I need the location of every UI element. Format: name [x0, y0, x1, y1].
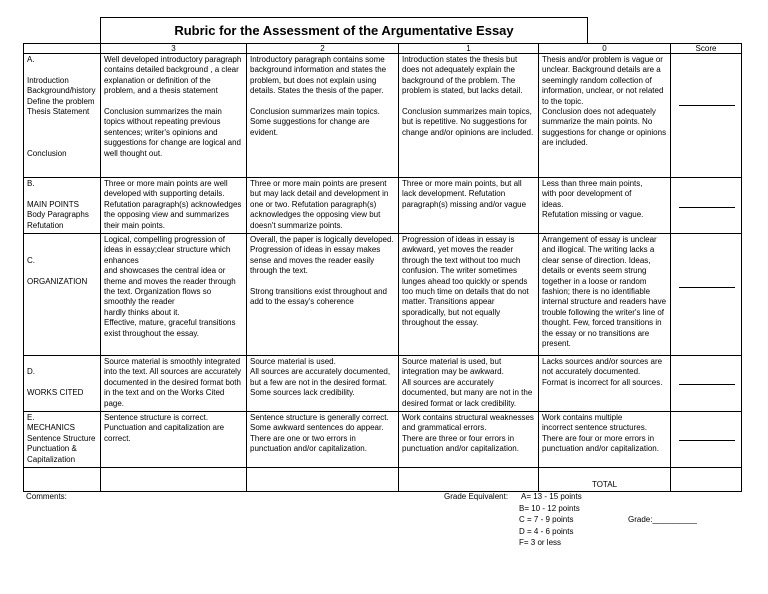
score-cell-mechanics[interactable]	[671, 412, 742, 468]
header-criteria	[24, 44, 101, 54]
criterion-works-cited: D. WORKS CITED	[24, 356, 101, 412]
row-total	[24, 468, 742, 492]
intro-level-3: Well developed introductory paragraph contains detailed background , a clear explanation or definition of the problem, and a thesis statement Conclusion summarizes the main topics without repeating previous sentences; writer's opinions and suggestions for change are logical and well thought out.	[101, 54, 247, 178]
score-blank	[679, 287, 735, 288]
header-score-2: 2	[247, 44, 399, 54]
score-cell-introduction[interactable]	[671, 54, 742, 178]
criterion-main-points: B. MAIN POINTS Body Paragraphs Refutation	[24, 178, 101, 234]
total-empty-cell	[24, 468, 101, 492]
intro-level-1: Introduction states the thesis but does not adequately explain the background of the problem. The problem is stated, but lacks detail. Conclusion summarizes main topics, but is repetitive. No suggestions for change and/or opinions are included.	[399, 54, 539, 178]
row-main-points	[24, 178, 742, 234]
header-score-0: 0	[539, 44, 671, 54]
total-label: TOTAL	[539, 468, 671, 492]
header-score-3: 3	[101, 44, 247, 54]
mechanics-level-2: Sentence structure is generally correct. Some awkward sentences do appear. There are one or two errors in punctuation and/or capitalization.	[247, 412, 399, 468]
grade-scale-a: A= 13 - 15 points	[521, 492, 582, 501]
criterion-mechanics: E. MECHANICS Sentence Structure Punctuation & Capitalization	[24, 412, 101, 468]
grade-field[interactable]: Grade:__________	[628, 515, 697, 524]
criterion-organization: C. ORGANIZATION	[24, 234, 101, 356]
score-blank	[679, 384, 735, 385]
organization-level-1: Progression of ideas in essay is awkward, yet moves the reader through the text without too much confusion. The writer sometimes lunges ahead too quickly or spends too much time on details that do not matter. Transitions appear sporadically, but not equally throughout the essay.	[399, 234, 539, 356]
works-cited-level-3: Source material is smoothly integrated into the text. All sources are accurately documented in the desired format both in the text and on the Works Cited page.	[101, 356, 247, 412]
main-points-level-3: Three or more main points are well developed with supporting details. Refutation paragraph(s) acknowledges the opposing view and summarizes their main points.	[101, 178, 247, 234]
grade-scale-d: D = 4 - 6 points	[519, 527, 574, 536]
score-blank	[679, 207, 735, 208]
main-points-level-2: Three or more main points are present but may lack detail and development in one or two. Refutation paragraph(s) acknowledges the opposing view but doesn't summarize points.	[247, 178, 399, 234]
row-mechanics	[24, 412, 742, 468]
organization-level-2: Overall, the paper is logically developed. Progression of ideas in essay makes sense and moves the reader easily through the text. Strong transitions exist throughout and add to the essay's coherence	[247, 234, 399, 356]
header-score-1: 1	[399, 44, 539, 54]
grade-scale-f: F= 3 or less	[519, 538, 562, 547]
row-introduction	[24, 54, 742, 178]
total-empty-cell	[247, 468, 399, 492]
grade-equivalent-label: Grade Equivalent:	[444, 492, 509, 501]
page-title: Rubric for the Assessment of the Argumentative Essay	[100, 17, 588, 43]
works-cited-level-0: Lacks sources and/or sources are not accurately documented. Format is incorrect for all sources.	[539, 356, 671, 412]
mechanics-level-3: Sentence structure is correct. Punctuation and capitalization are correct.	[101, 412, 247, 468]
row-works-cited	[24, 356, 742, 412]
organization-level-3: Logical, compelling progression of ideas in essay;clear structure which enhances and showcases the central idea or theme and moves the reader through the text. Organization flows so smoothly the reader hardly thinks about it. Effective, mature, graceful transitions exist throughout the essay.	[101, 234, 247, 356]
main-points-level-0: Less than three main points, with poor development of ideas. Refutation missing or vague.	[539, 178, 671, 234]
intro-level-0: Thesis and/or problem is vague or unclear. Background details are a seemingly random collection of information, unclear, or not related to the topic. Conclusion does not adequately summarize the main points. No suggestions for change or opinions are included.	[539, 54, 671, 178]
grade-scale-b: B= 10 - 12 points	[519, 504, 580, 513]
intro-level-2: Introductory paragraph contains some background information and states the problem, but does not explain using details. States the thesis of the paper. Conclusion summarizes main topics. Some suggestions for change are evident.	[247, 54, 399, 178]
total-empty-cell	[101, 468, 247, 492]
criterion-introduction: A. Introduction Background/history Define the problem Thesis Statement Conclusion	[24, 54, 101, 178]
header-row	[24, 44, 742, 54]
score-cell-organization[interactable]	[671, 234, 742, 356]
score-cell-works-cited[interactable]	[671, 356, 742, 412]
grade-scale-c: C = 7 - 9 points	[519, 515, 574, 524]
mechanics-level-1: Work contains structural weaknesses and grammatical errors. There are three or four errors in punctuation and/or capitalization.	[399, 412, 539, 468]
total-empty-cell	[399, 468, 539, 492]
works-cited-level-1: Source material is used, but integration may be awkward. All sources are accurately documented, but many are not in the desired format or lack credibility.	[399, 356, 539, 412]
header-score: Score	[671, 44, 742, 54]
main-points-level-1: Three or more main points, but all lack development. Refutation paragraph(s) missing and/or vague	[399, 178, 539, 234]
score-blank	[679, 105, 735, 106]
comments-label: Comments:	[26, 492, 67, 501]
organization-level-0: Arrangement of essay is unclear and illogical. The writing lacks a clear sense of direction. Ideas, details or events seem strung together in a loose or random fashion; there is no identifiable internal structure and readers have trouble following the writer's line of thought. Few, forced transitions in the essay or no transitions are present.	[539, 234, 671, 356]
row-organization	[24, 234, 742, 356]
mechanics-level-0: Work contains multiple incorrect sentence structures. There are four or more errors in punctuation and/or capitalization.	[539, 412, 671, 468]
works-cited-level-2: Source material is used. All sources are accurately documented, but a few are not in the desired format. Some sources lack credibility.	[247, 356, 399, 412]
score-blank	[679, 440, 735, 441]
score-cell-main-points[interactable]	[671, 178, 742, 234]
rubric-table	[23, 43, 742, 492]
total-score-cell[interactable]	[671, 468, 742, 492]
